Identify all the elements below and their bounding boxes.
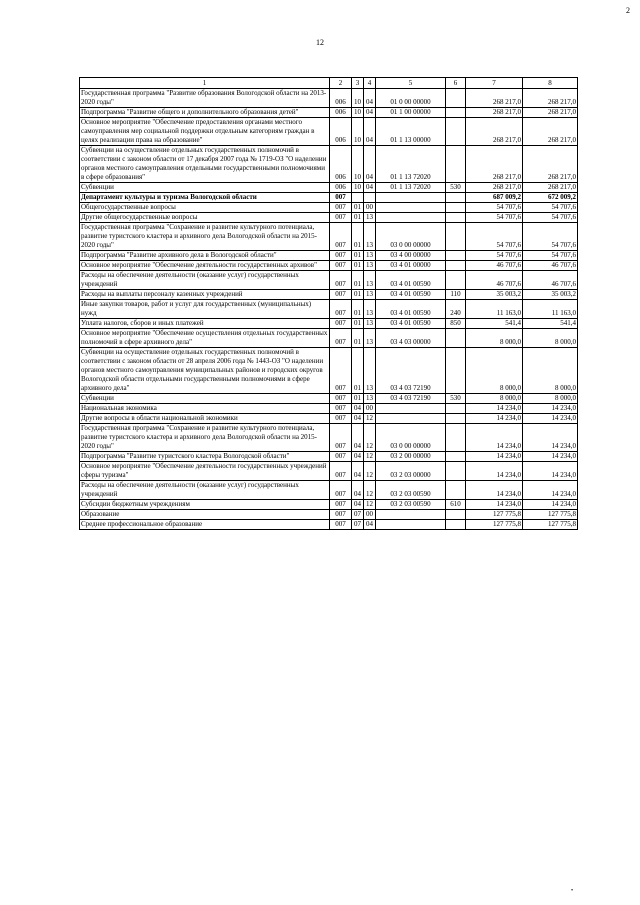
table-row [80,251,578,261]
row-sum2-cell: 14 234,0 [523,500,578,510]
row-name-cell: Среднее профессиональное образование [80,520,330,530]
row-name-cell: Образование [80,510,330,520]
row-code-cell: 007 [330,481,352,500]
row-subsection-cell: 13 [364,261,376,271]
row-subsection-cell: 13 [364,213,376,223]
row-sum2-cell: 14 234,0 [523,424,578,452]
row-section-cell: 01 [352,319,364,329]
row-target-cell: 03 4 03 72190 [376,348,446,394]
row-code-cell: 007 [330,404,352,414]
row-name-cell: Субвенции [80,183,330,193]
row-kind-cell: 240 [446,300,466,319]
table-row [80,193,578,203]
header-cell: 1 [80,78,330,89]
row-section-cell: 04 [352,424,364,452]
row-subsection-cell: 13 [364,251,376,261]
row-subsection-cell: 13 [364,348,376,394]
row-sum2-cell: 46 707,6 [523,261,578,271]
header-cell: 7 [466,78,523,89]
row-code-cell: 007 [330,510,352,520]
row-code-cell: 007 [330,251,352,261]
row-target-cell [376,203,446,213]
row-subsection-cell: 00 [364,203,376,213]
table-row [80,348,578,394]
row-target-cell: 03 4 03 00000 [376,329,446,348]
row-section-cell: 01 [352,251,364,261]
table-row [80,223,578,251]
row-sum2-cell: 14 234,0 [523,404,578,414]
row-target-cell [376,414,446,424]
row-section-cell: 07 [352,520,364,530]
row-target-cell: 01 1 13 72020 [376,146,446,183]
row-subsection-cell: 04 [364,183,376,193]
row-kind-cell [446,462,466,481]
row-code-cell: 007 [330,319,352,329]
row-target-cell: 03 0 00 00000 [376,424,446,452]
row-target-cell [376,510,446,520]
row-code-cell: 007 [330,462,352,481]
row-section-cell: 04 [352,500,364,510]
page-number: 12 [316,38,324,47]
row-sum2-cell: 127 775,8 [523,520,578,530]
table-row [80,271,578,290]
row-name-cell: Государственная программа "Развитие образования Вологодской области на 2013-2020 годы" [80,89,330,108]
row-code-cell: 007 [330,414,352,424]
row-name-cell: Другие вопросы в области национальной экономики [80,414,330,424]
row-name-cell: Основное мероприятие "Обеспечение предоставления органами местного самоуправления мер социальной поддержки отдельным категориям граждан в целях реализации права на образование" [80,118,330,146]
table-row [80,89,578,108]
row-kind-cell: 110 [446,290,466,300]
row-name-cell: Субвенции [80,394,330,404]
row-name-cell: Другие общегосударственные вопросы [80,213,330,223]
row-section-cell: 01 [352,271,364,290]
row-kind-cell [446,329,466,348]
row-name-cell: Иные закупки товаров, работ и услуг для государственных (муниципальных) нужд [80,300,330,319]
row-subsection-cell: 13 [364,394,376,404]
row-subsection-cell: 13 [364,300,376,319]
row-sum1-cell: 54 707,6 [466,213,523,223]
row-kind-cell [446,203,466,213]
row-section-cell: 10 [352,108,364,118]
bottom-mark: • [571,888,574,894]
row-name-cell: Расходы на обеспечение деятельности (оказание услуг) государственных учреждений [80,271,330,290]
row-subsection-cell: 13 [364,271,376,290]
row-section-cell: 04 [352,452,364,462]
table-row [80,424,578,452]
row-sum1-cell: 8 000,0 [466,348,523,394]
row-subsection-cell: 12 [364,481,376,500]
row-sum2-cell: 8 000,0 [523,348,578,394]
row-sum1-cell: 268 217,0 [466,89,523,108]
row-name-cell: Субвенции на осуществление отдельных государственных полномочий в соответствии с законом области от 28 апреля 2006 года № 1443-ОЗ "О наделении органов местного самоуправления муниципальных районов и городских округов Вологодской области отдельными государственными полномочиями в сфере архивного дела" [80,348,330,394]
row-code-cell: 006 [330,108,352,118]
row-kind-cell [446,424,466,452]
row-code-cell: 007 [330,261,352,271]
row-subsection-cell: 04 [364,118,376,146]
header-cell: 8 [523,78,578,89]
row-code-cell: 006 [330,146,352,183]
row-sum2-cell: 268 217,0 [523,108,578,118]
row-target-cell: 01 1 13 00000 [376,118,446,146]
row-subsection-cell: 12 [364,462,376,481]
row-sum2-cell: 672 009,2 [523,193,578,203]
table-row [80,108,578,118]
row-section-cell: 01 [352,300,364,319]
row-sum1-cell: 268 217,0 [466,183,523,193]
row-subsection-cell: 13 [364,290,376,300]
row-target-cell: 01 0 00 00000 [376,89,446,108]
row-sum2-cell: 8 000,0 [523,329,578,348]
row-section-cell: 04 [352,404,364,414]
table-row [80,329,578,348]
row-sum1-cell: 687 009,2 [466,193,523,203]
row-subsection-cell: 13 [364,223,376,251]
row-target-cell: 03 4 00 00000 [376,251,446,261]
row-sum2-cell: 14 234,0 [523,414,578,424]
row-kind-cell [446,261,466,271]
row-code-cell: 007 [330,520,352,530]
table-row [80,183,578,193]
row-subsection-cell [364,193,376,203]
row-sum1-cell: 8 000,0 [466,329,523,348]
row-section-cell: 01 [352,261,364,271]
row-code-cell: 007 [330,271,352,290]
row-sum1-cell: 14 234,0 [466,462,523,481]
row-name-cell: Национальная экономика [80,404,330,414]
row-subsection-cell: 00 [364,404,376,414]
row-code-cell: 007 [330,500,352,510]
row-kind-cell [446,271,466,290]
row-sum1-cell: 268 217,0 [466,108,523,118]
row-sum1-cell: 14 234,0 [466,452,523,462]
row-kind-cell [446,414,466,424]
table-row [80,300,578,319]
row-kind-cell [446,481,466,500]
row-target-cell: 03 4 01 00590 [376,271,446,290]
row-sum2-cell: 46 707,6 [523,271,578,290]
header-cell: 5 [376,78,446,89]
table-row [80,203,578,213]
budget-table [79,77,578,530]
row-section-cell: 04 [352,481,364,500]
row-kind-cell [446,193,466,203]
row-kind-cell [446,108,466,118]
row-kind-cell [446,520,466,530]
table-row [80,118,578,146]
row-target-cell: 03 0 00 00000 [376,223,446,251]
row-sum2-cell: 14 234,0 [523,452,578,462]
row-section-cell: 01 [352,223,364,251]
row-target-cell: 03 4 01 00000 [376,261,446,271]
row-subsection-cell: 04 [364,108,376,118]
row-code-cell: 006 [330,89,352,108]
row-kind-cell: 530 [446,183,466,193]
row-name-cell: Подпрограмма "Развитие архивного дела в Вологодской области" [80,251,330,261]
table-row [80,462,578,481]
row-sum1-cell: 268 217,0 [466,146,523,183]
row-section-cell: 04 [352,414,364,424]
row-kind-cell [446,146,466,183]
row-kind-cell [446,452,466,462]
row-sum2-cell: 268 217,0 [523,183,578,193]
row-sum1-cell: 11 163,0 [466,300,523,319]
row-code-cell: 007 [330,300,352,319]
table-row [80,481,578,500]
row-kind-cell: 850 [446,319,466,329]
table-row [80,213,578,223]
table-row [80,404,578,414]
header-cell: 6 [446,78,466,89]
row-name-cell: Субвенции на осуществление отдельных государственных полномочий в соответствии с законом области от 17 декабря 2007 года № 1719-ОЗ "О наделении органов местного самоуправления отдельными государственными полномочиями в сфере образования" [80,146,330,183]
row-kind-cell [446,118,466,146]
row-target-cell: 03 2 03 00000 [376,462,446,481]
table-row [80,500,578,510]
row-subsection-cell: 04 [364,89,376,108]
row-name-cell: Подпрограмма "Развитие общего и дополнительного образования детей" [80,108,330,118]
row-code-cell: 007 [330,424,352,452]
row-name-cell: Государственная программа "Сохранение и развитие культурного потенциала, развитие туристского кластера и архивного дела Вологодской области на 2015-2020 годы" [80,223,330,251]
corner-mark: 2 [626,6,630,15]
row-kind-cell [446,89,466,108]
row-subsection-cell: 12 [364,424,376,452]
row-code-cell: 006 [330,118,352,146]
row-section-cell: 01 [352,203,364,213]
table-row [80,319,578,329]
row-code-cell: 007 [330,452,352,462]
row-code-cell: 007 [330,348,352,394]
row-sum1-cell: 268 217,0 [466,118,523,146]
row-sum2-cell: 268 217,0 [523,118,578,146]
row-sum1-cell: 14 234,0 [466,424,523,452]
table-row [80,510,578,520]
header-row [80,78,578,89]
table-body [80,78,578,530]
row-section-cell: 01 [352,329,364,348]
row-target-cell [376,193,446,203]
row-sum2-cell: 541,4 [523,319,578,329]
row-target-cell: 03 4 03 72190 [376,394,446,404]
row-sum1-cell: 127 775,8 [466,520,523,530]
row-subsection-cell: 12 [364,500,376,510]
header-cell: 4 [364,78,376,89]
row-target-cell: 03 2 03 00590 [376,481,446,500]
row-sum2-cell: 54 707,6 [523,213,578,223]
row-name-cell: Основное мероприятие "Обеспечение деятельности государственных учреждений сферы туризма" [80,462,330,481]
row-code-cell: 007 [330,213,352,223]
table-row [80,394,578,404]
table-row [80,452,578,462]
row-sum1-cell: 35 003,2 [466,290,523,300]
row-name-cell: Государственная программа "Сохранение и развитие культурного потенциала, развитие туристского кластера и архивного дела Вологодской области на 2015-2020 годы" [80,424,330,452]
row-sum1-cell: 54 707,6 [466,203,523,213]
row-target-cell: 03 2 03 00590 [376,500,446,510]
table-row [80,290,578,300]
row-sum2-cell: 54 707,6 [523,251,578,261]
row-code-cell: 007 [330,203,352,213]
row-subsection-cell: 12 [364,414,376,424]
row-target-cell: 01 1 00 00000 [376,108,446,118]
row-name-cell: Департамент культуры и туризма Вологодской области [80,193,330,203]
row-kind-cell [446,348,466,394]
row-sum1-cell: 54 707,6 [466,223,523,251]
row-sum1-cell: 541,4 [466,319,523,329]
row-kind-cell [446,510,466,520]
row-name-cell: Подпрограмма "Развитие туристского кластера Вологодской области" [80,452,330,462]
row-sum1-cell: 54 707,6 [466,251,523,261]
row-kind-cell [446,404,466,414]
row-name-cell: Основное мероприятие "Обеспечение осуществления отдельных государственных полномочий в сфере архивного дела" [80,329,330,348]
row-subsection-cell: 04 [364,520,376,530]
row-section-cell: 10 [352,146,364,183]
row-code-cell: 007 [330,290,352,300]
table-row [80,146,578,183]
table-row [80,414,578,424]
row-sum2-cell: 11 163,0 [523,300,578,319]
row-code-cell: 007 [330,329,352,348]
table-row [80,520,578,530]
row-target-cell: 03 2 00 00000 [376,452,446,462]
row-target-cell: 03 4 01 00590 [376,319,446,329]
row-sum2-cell: 14 234,0 [523,462,578,481]
row-subsection-cell: 00 [364,510,376,520]
row-sum2-cell: 35 003,2 [523,290,578,300]
row-name-cell: Расходы на выплаты персоналу казенных учреждений [80,290,330,300]
row-sum1-cell: 14 234,0 [466,404,523,414]
row-section-cell: 10 [352,183,364,193]
row-section-cell: 10 [352,89,364,108]
row-kind-cell [446,213,466,223]
row-code-cell: 007 [330,193,352,203]
row-sum2-cell: 8 000,0 [523,394,578,404]
row-target-cell: 03 4 01 00590 [376,290,446,300]
row-kind-cell: 610 [446,500,466,510]
row-kind-cell: 530 [446,394,466,404]
row-name-cell: Основное мероприятие "Обеспечение деятельности государственных архивов" [80,261,330,271]
row-subsection-cell: 13 [364,329,376,348]
row-sum2-cell: 54 707,6 [523,223,578,251]
row-sum1-cell: 14 234,0 [466,500,523,510]
table-row [80,261,578,271]
row-target-cell [376,213,446,223]
row-name-cell: Субсидии бюджетным учреждениям [80,500,330,510]
row-sum2-cell: 54 707,6 [523,203,578,213]
row-code-cell: 006 [330,183,352,193]
row-sum1-cell: 46 707,6 [466,261,523,271]
row-sum2-cell: 268 217,0 [523,146,578,183]
row-sum2-cell: 268 217,0 [523,89,578,108]
row-sum1-cell: 14 234,0 [466,414,523,424]
row-kind-cell [446,251,466,261]
row-target-cell: 03 4 01 00590 [376,300,446,319]
row-sum1-cell: 127 775,8 [466,510,523,520]
row-name-cell: Расходы на обеспечение деятельности (оказание услуг) государственных учреждений [80,481,330,500]
header-cell: 2 [330,78,352,89]
row-section-cell: 04 [352,462,364,481]
row-sum2-cell: 14 234,0 [523,481,578,500]
row-subsection-cell: 12 [364,452,376,462]
row-section-cell: 10 [352,118,364,146]
header-cell: 3 [352,78,364,89]
row-target-cell: 01 1 13 72020 [376,183,446,193]
row-section-cell: 01 [352,213,364,223]
row-sum1-cell: 8 000,0 [466,394,523,404]
row-section-cell: 07 [352,510,364,520]
row-name-cell: Уплата налогов, сборов и иных платежей [80,319,330,329]
row-target-cell [376,404,446,414]
row-name-cell: Общегосударственные вопросы [80,203,330,213]
row-kind-cell [446,223,466,251]
row-code-cell: 007 [330,223,352,251]
row-section-cell: 01 [352,348,364,394]
row-sum1-cell: 46 707,6 [466,271,523,290]
row-section-cell: 01 [352,290,364,300]
row-sum1-cell: 14 234,0 [466,481,523,500]
row-section-cell [352,193,364,203]
row-sum2-cell: 127 775,8 [523,510,578,520]
row-subsection-cell: 13 [364,319,376,329]
row-section-cell: 01 [352,394,364,404]
row-subsection-cell: 04 [364,146,376,183]
row-target-cell [376,520,446,530]
row-code-cell: 007 [330,394,352,404]
